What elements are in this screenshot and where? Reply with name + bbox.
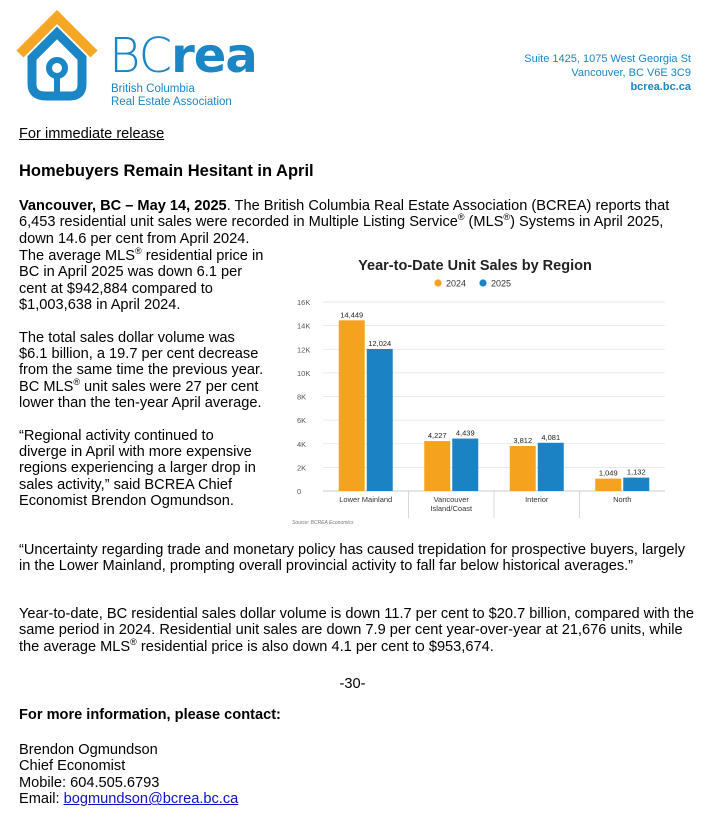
- address-line2: Vancouver, BC V6E 3C9: [571, 67, 691, 79]
- data-label: 1,049: [598, 468, 618, 478]
- contact-email-row: Email: bogmundson@bcrea.bc.ca: [19, 791, 239, 808]
- data-label: 3,812: [513, 435, 533, 445]
- contact-heading: For more information, please contact:: [19, 707, 281, 723]
- quote-paragraph: “Regional activity continued to diverge in April with more expensive regions experiencing a larger drop in sales activity,” said BCREA Chief Economist Brendon Ogmundson.: [19, 427, 256, 510]
- quote-continuation: “Uncertainty regarding trade and monetary policy has caused trepidation for prospective buyers, largely in the Lower Mainland, prompting overall provincial activity to fall far below historical averages.”: [19, 542, 685, 575]
- data-label: 4,227: [427, 431, 447, 441]
- y-tick-label: 6K: [297, 416, 307, 426]
- chart-bars: [339, 310, 650, 491]
- bar-2024-0: [339, 320, 365, 491]
- y-tick-label: 4K: [297, 439, 307, 449]
- house-logo-icon: [16, 10, 98, 102]
- legend-swatch-2024: [434, 279, 441, 286]
- ytd-paragraph: Year-to-date, BC residential sales dollar volume is down 11.7 per cent to $20.7 billion, compared with the same period in 2024. Residential unit sales are down 7.9 per cent year-over-year at 21,676 units, while the average MLS® residential price is also down 4.1 per cent to $953,674.: [19, 606, 694, 655]
- price-paragraph: The average MLS® residential price in BC in April 2025 was down 6.1 per cent at $942,884 compared to $1,003,638 in April 2024.: [19, 246, 264, 314]
- legend-label-2025: 2025: [491, 278, 512, 289]
- data-label: 1,132: [626, 467, 646, 477]
- x-tick-label: Interior: [525, 495, 549, 504]
- legend-swatch-2025: [479, 279, 486, 286]
- bcrea-logo[interactable]: [16, 10, 256, 110]
- unit-sales-chart: [275, 248, 695, 533]
- y-tick-label: 10K: [297, 368, 311, 378]
- bar-2025-0: [367, 349, 393, 491]
- end-marker: -30-: [339, 676, 366, 692]
- contact-title: Chief Economist: [19, 758, 126, 775]
- website-link[interactable]: bcrea.bc.ca: [630, 81, 691, 93]
- y-tick-label: 0: [297, 487, 302, 496]
- bar-2025-2: [538, 443, 564, 491]
- bar-2025-3: [623, 478, 649, 491]
- y-tick-label: 2K: [297, 463, 307, 473]
- chart-legend: [434, 279, 511, 289]
- y-tick-label: 12K: [297, 345, 311, 355]
- x-tick-label: Island/Coast: [430, 504, 473, 513]
- data-label: 4,439: [455, 428, 475, 438]
- contact-block: [19, 742, 238, 808]
- intro-paragraph: Vancouver, BC – May 14, 2025. The British Columbia Real Estate Association (BCREA) reports that 6,453 residential unit sales were recorded in Multiple Listing Service® (MLS®) Systems in April 2025, down 14.6 per cent from April 2024.: [19, 198, 670, 247]
- brand-subtitle-line1: British Columbia: [111, 83, 195, 95]
- data-label: 12,024: [368, 338, 392, 348]
- brand-subtitle: [111, 83, 232, 109]
- bar-2024-3: [595, 479, 621, 491]
- address-line1: Suite 1425, 1075 West Georgia St: [524, 53, 691, 65]
- x-tick-label: Vancouver: [433, 495, 469, 504]
- left-column-text: [19, 248, 264, 510]
- data-label: 4,081: [541, 432, 561, 442]
- contact-mobile: Mobile: 604.505.6793: [19, 774, 160, 791]
- volume-paragraph: The total sales dollar volume was $6.1 billion, a 19.7 per cent decrease from the same time the previous year. BC MLS® unit sales were 27 per cent lower than the ten-year April average.: [19, 329, 264, 412]
- bar-2024-2: [510, 446, 536, 491]
- data-label: 14,449: [340, 310, 364, 320]
- brand-subtitle-line2: Real Estate Association: [111, 96, 232, 108]
- chart-x-axis: [339, 491, 631, 518]
- contact-name: Brendon Ogmundson: [19, 742, 158, 758]
- bar-2025-1: [452, 439, 478, 491]
- dateline: Vancouver, BC – May 14, 2025: [19, 198, 227, 214]
- office-address: [524, 52, 691, 94]
- x-tick-label: Lower Mainland: [339, 495, 393, 504]
- bar-2024-1: [424, 441, 450, 491]
- x-tick-label: North: [613, 495, 632, 504]
- chart-title: Year-to-Date Unit Sales by Region: [358, 258, 592, 274]
- release-label: For immediate release: [19, 126, 165, 142]
- bar-chart-svg: [275, 248, 695, 533]
- y-tick-label: 16K: [297, 298, 311, 307]
- y-tick-label: 14K: [297, 321, 311, 331]
- headline: Homebuyers Remain Hesitant in April: [19, 162, 314, 180]
- brand-name: BCrea: [109, 28, 257, 84]
- legend-label-2024: 2024: [446, 278, 467, 289]
- y-tick-label: 8K: [297, 392, 307, 402]
- email-link[interactable]: bogmundson@bcrea.bc.ca: [63, 791, 239, 808]
- chart-source: Source: BCREA Economics: [292, 520, 354, 526]
